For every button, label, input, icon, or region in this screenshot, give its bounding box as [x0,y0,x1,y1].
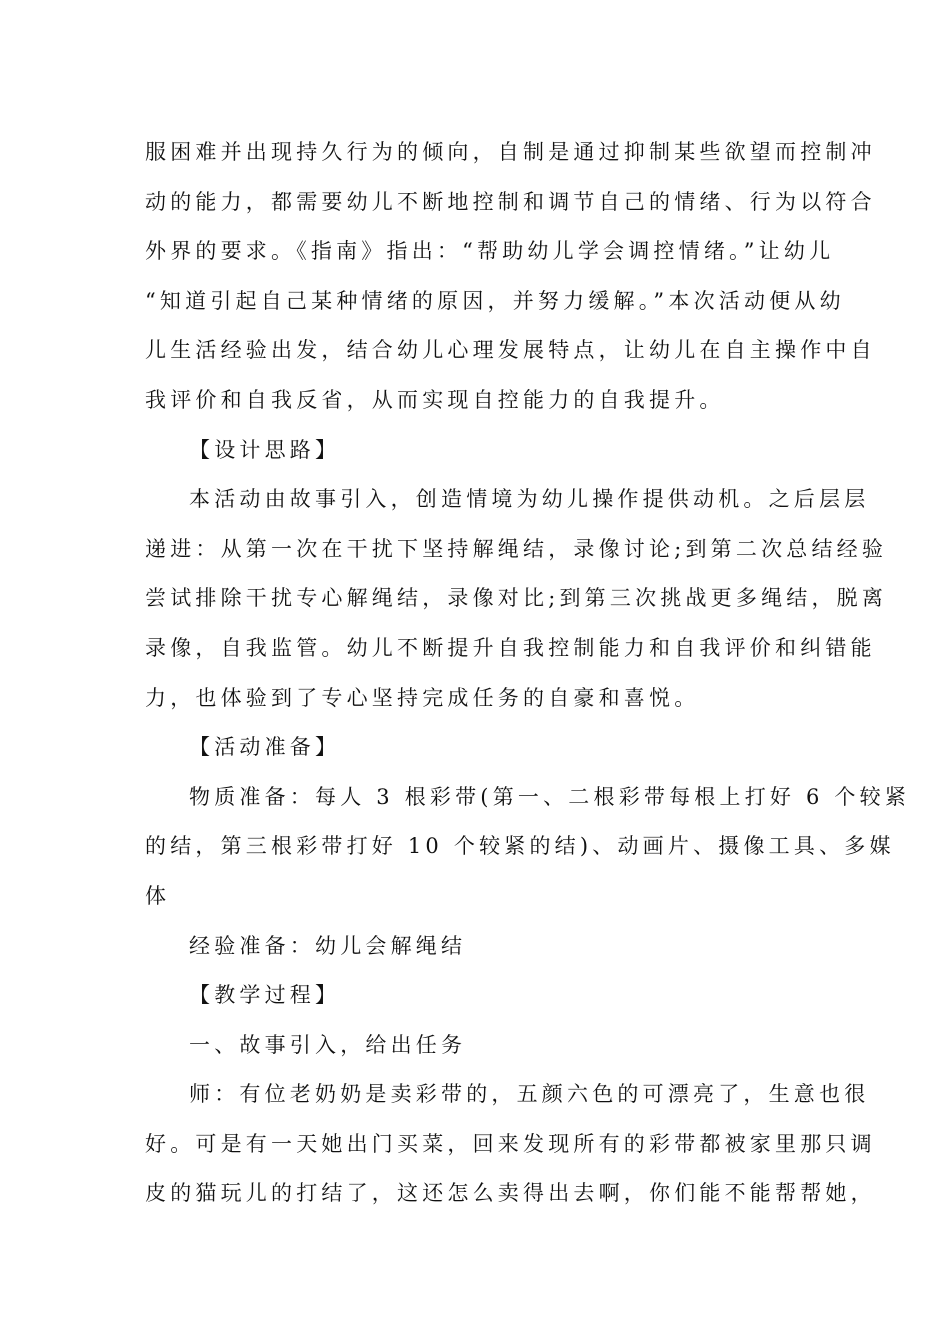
paragraph-line: 皮的猫玩儿的打结了，这还怎么卖得出去啊，你们能不能帮帮她， [145,1181,876,1206]
section-heading: 【教学过程】 [189,983,341,1008]
document-body [145,128,911,1219]
paragraph-line: 的结，第三根彩带打好 10 个较紧的结)、动画片、摄像工具、多媒 [145,834,895,859]
paragraph-line: 动的能力，都需要幼儿不断地控制和调节自己的情绪、行为以符合 [145,189,876,214]
paragraph-line: 力，也体验到了专心坚持完成任务的自豪和喜悦。 [145,685,700,710]
paragraph-line: “知道引起自己某种情绪的原因，并努力缓解。”本次活动便从幼 [145,288,845,313]
section-heading: 【设计思路】 [189,437,341,462]
paragraph-line: 体 [145,883,171,908]
paragraph-line: 我评价和自我反省，从而实现自控能力的自我提升。 [145,387,725,412]
subsection-heading: 一、故事引入，给出任务 [189,1032,467,1057]
paragraph-line: 录像，自我监管。幼儿不断提升自我控制能力和自我评价和纠错能 [145,635,876,660]
paragraph-line: 好。可是有一天她出门买菜，回来发现所有的彩带都被家里那只调 [145,1131,876,1156]
paragraph-line: 经验准备：幼儿会解绳结 [189,933,467,958]
section-heading: 【活动准备】 [189,735,341,760]
paragraph-line: 尝试排除干扰专心解绳结，录像对比;到第三次挑战更多绳结，脱离 [145,586,888,611]
paragraph-line: 师：有位老奶奶是卖彩带的，五颜六色的可漂亮了，生意也很 [189,1082,870,1107]
paragraph-line: 递进：从第一次在干扰下坚持解绳结，录像讨论;到第二次总结经验 [145,536,888,561]
paragraph-line: 儿生活经验出发，结合幼儿心理发展特点，让幼儿在自主操作中自 [145,338,876,363]
paragraph-line: 外界的要求。《指南》指出：“帮助幼儿学会调控情绪。”让幼儿 [145,239,835,264]
paragraph-line: 物质准备：每人 3 根彩带(第一、二根彩带每根上打好 6 个较紧 [189,784,911,809]
paragraph-line: 本活动由故事引入，创造情境为幼儿操作提供动机。之后层层 [189,487,870,512]
paragraph-line: 服困难并出现持久行为的倾向，自制是通过抑制某些欲望而控制冲 [145,140,876,164]
